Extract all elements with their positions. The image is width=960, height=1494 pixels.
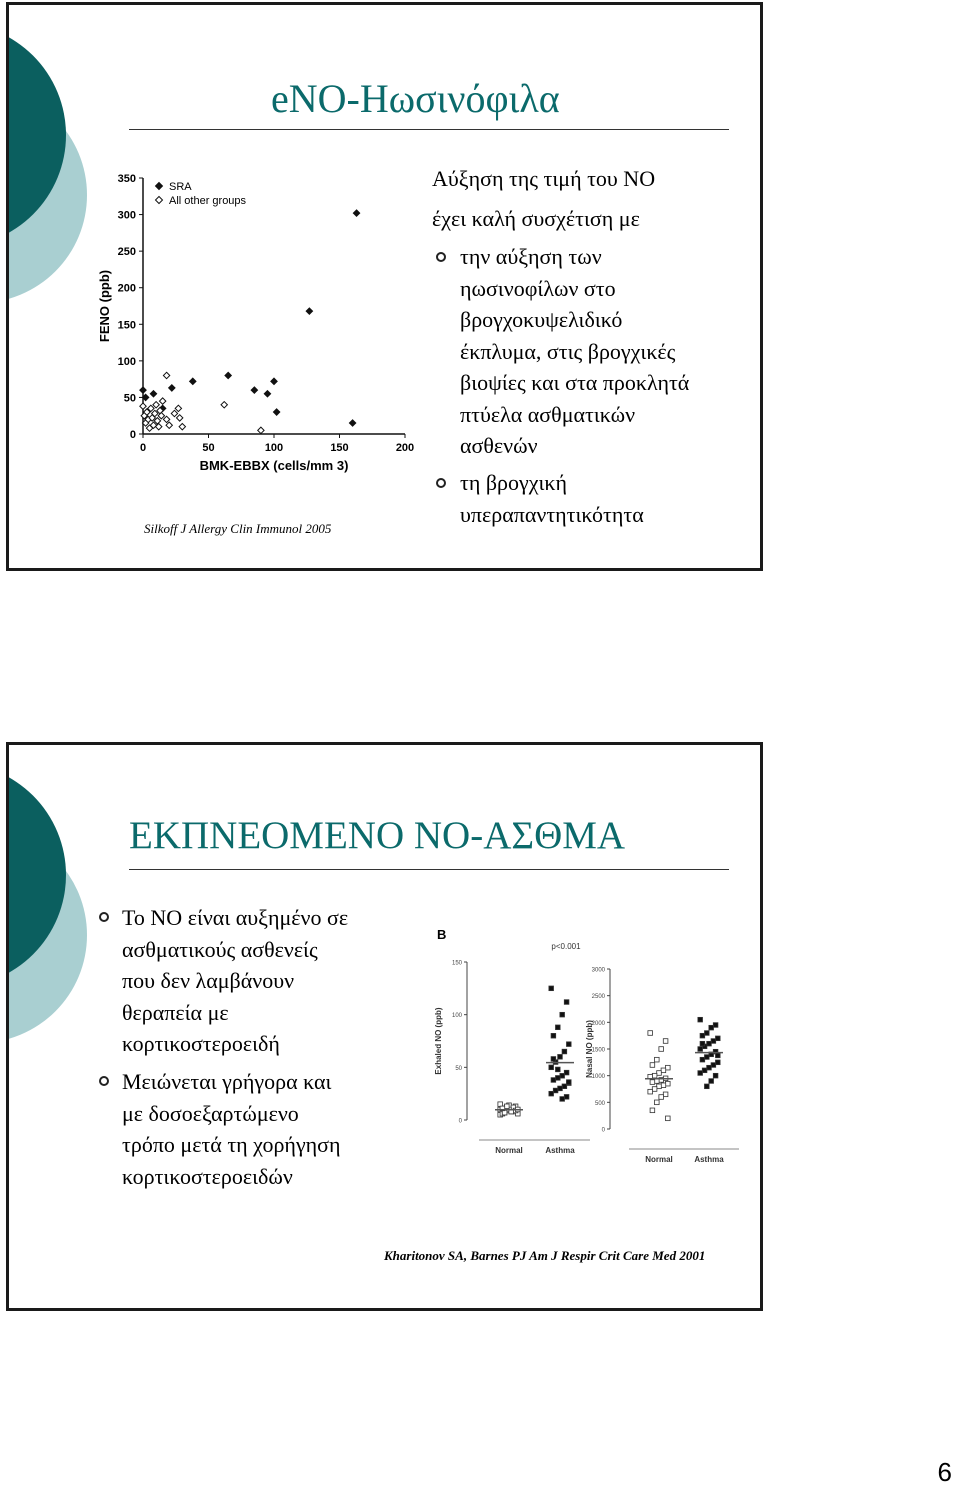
y-tick-label: 0 — [601, 1127, 605, 1134]
slide-1 — [6, 2, 763, 571]
y-axis-label: Nasal NO (ppb) — [585, 1020, 594, 1078]
point-sra — [306, 308, 312, 314]
x-tick-label: 0 — [139, 442, 147, 454]
y-tick-label: 250 — [117, 246, 136, 259]
point-other — [176, 415, 182, 421]
data-point — [713, 1023, 718, 1028]
bullet-2-line: Μειώνεται γρήγορα και — [122, 1069, 332, 1094]
point-sra — [264, 391, 270, 397]
data-point — [560, 1097, 565, 1102]
data-point — [558, 1055, 563, 1060]
data-point — [663, 1039, 668, 1044]
data-point — [666, 1116, 671, 1121]
bullet-1-line: θεραπεία με — [122, 999, 229, 1025]
data-point — [716, 1053, 721, 1058]
title-rule — [129, 129, 729, 130]
bullet-1 — [122, 902, 348, 1060]
data-point — [707, 1065, 712, 1070]
y-tick-label: 100 — [117, 355, 136, 368]
bullet-2-line: με δοσοεξαρτώμενο — [122, 1100, 299, 1126]
panel-label: B — [437, 927, 447, 942]
data-point — [652, 1087, 657, 1092]
data-point — [551, 1057, 556, 1062]
legend-label: All other groups — [169, 195, 247, 207]
x-tick-label: 200 — [395, 442, 415, 454]
y-tick-label: 2000 — [591, 1020, 605, 1027]
data-point — [567, 1080, 572, 1085]
point-other — [258, 427, 264, 433]
point-sra — [225, 372, 231, 378]
category-label: Normal — [645, 1155, 673, 1164]
point-other — [163, 416, 169, 422]
intro-line-2: έχει καλή συσχέτιση με — [432, 206, 640, 231]
bullet-2-line: τη βρογχική — [460, 470, 568, 495]
bullet-1-line: έκπλυμα, στις βρογχικές — [460, 338, 676, 364]
bullet-1-line: την αύξηση των — [460, 244, 602, 269]
chart-feno-vs-eosinophils — [87, 160, 417, 485]
intro-line-1: Αύξηση της τιμή του NO — [432, 166, 656, 191]
y-tick-label: 100 — [451, 1013, 462, 1020]
p-value-annotation: p<0.001 — [551, 942, 581, 951]
bullet-1-line: πτύελα ασθματικών — [460, 401, 636, 427]
chart-exhaled-nasal-no — [427, 917, 747, 1177]
data-point — [648, 1031, 653, 1036]
data-point — [698, 1047, 703, 1052]
y-axis-label: FENO (ppb) — [97, 269, 112, 343]
bullet-2 — [460, 467, 644, 530]
y-tick-label: 50 — [123, 392, 136, 405]
data-point — [705, 1031, 710, 1036]
y-tick-label: 150 — [451, 960, 462, 967]
data-point — [705, 1084, 710, 1089]
y-tick-label: 0 — [458, 1118, 462, 1125]
point-sra — [353, 210, 359, 216]
x-axis-label: BMK-EBBX (cells/mm 3) — [199, 458, 349, 473]
citation-2: Kharitonov SA, Barnes PJ Am J Respir Crit Care Med 2001 — [384, 1248, 706, 1263]
data-point — [702, 1068, 707, 1073]
data-point — [700, 1033, 705, 1038]
point-other — [175, 405, 181, 411]
data-point — [661, 1083, 666, 1088]
page-number: 6 — [937, 1457, 952, 1487]
point-other — [171, 410, 177, 416]
legend-marker-sra — [156, 183, 163, 190]
data-point — [711, 1063, 716, 1068]
data-point — [560, 1012, 565, 1017]
data-point — [650, 1080, 655, 1085]
data-point — [655, 1057, 660, 1062]
point-sra — [190, 378, 196, 384]
y-tick-label: 200 — [117, 282, 136, 295]
data-point — [716, 1036, 721, 1041]
bullet-1 — [460, 241, 689, 462]
point-other — [159, 398, 165, 404]
point-other — [179, 423, 185, 429]
data-point — [549, 1065, 554, 1070]
legend-marker-other — [156, 197, 163, 204]
point-sra — [140, 387, 146, 393]
bullet-marker — [99, 1076, 109, 1086]
y-axis-label: Exhaled NO (ppb) — [434, 1007, 443, 1075]
data-point — [659, 1095, 664, 1100]
data-point — [567, 1042, 572, 1047]
legend-label: SRA — [169, 181, 192, 193]
bullet-marker — [99, 912, 109, 922]
slide-1-title: eNO-Ηωσινόφιλα — [271, 76, 560, 121]
bullet-1-line: κορτικοστεροειδή — [122, 1031, 280, 1056]
data-point — [709, 1025, 714, 1030]
point-sra — [349, 420, 355, 426]
data-point — [564, 1000, 569, 1005]
bullet-1-line: ηωσινοφίλων στο — [460, 275, 616, 301]
point-other — [163, 372, 169, 378]
data-point — [553, 1088, 558, 1093]
data-point — [657, 1071, 662, 1076]
data-point — [556, 1076, 561, 1081]
data-point — [709, 1079, 714, 1084]
data-point — [698, 1071, 703, 1076]
data-point — [551, 1033, 556, 1038]
data-point — [698, 1017, 703, 1022]
data-point — [700, 1041, 705, 1046]
point-other — [221, 402, 227, 408]
x-tick-label: 100 — [264, 442, 284, 454]
point-sra — [271, 378, 277, 384]
y-tick-label: 2500 — [591, 994, 605, 1001]
slide-1-decoration — [9, 5, 99, 305]
point-sra — [169, 385, 175, 391]
point-sra — [150, 391, 156, 397]
bullet-2-line: κορτικοστεροειδών — [122, 1163, 293, 1189]
y-tick-label: 3000 — [591, 967, 605, 974]
category-label: Asthma — [545, 1146, 575, 1155]
data-point — [655, 1100, 660, 1105]
data-point — [549, 986, 554, 991]
data-point — [713, 1073, 718, 1078]
y-tick-label: 50 — [455, 1065, 462, 1072]
data-point — [556, 1067, 561, 1072]
data-point — [650, 1108, 655, 1113]
point-other — [140, 403, 146, 409]
bullet-marker — [436, 252, 446, 262]
data-point — [707, 1041, 712, 1046]
category-label: Asthma — [694, 1155, 724, 1164]
data-point — [659, 1047, 664, 1052]
y-tick-label: 1000 — [591, 1074, 605, 1081]
title-rule — [129, 869, 729, 870]
data-point — [716, 1060, 721, 1065]
point-sra — [251, 387, 257, 393]
data-point — [711, 1039, 716, 1044]
y-tick-label: 0 — [129, 429, 136, 441]
slide-2-title: ΕΚΠΝΕΟΜΕΝΟ NO-ΑΣΘΜΑ — [129, 814, 626, 857]
data-point — [657, 1084, 662, 1089]
data-point — [564, 1095, 569, 1100]
data-point — [562, 1084, 567, 1089]
x-tick-label: 50 — [202, 442, 215, 454]
point-other — [153, 402, 159, 408]
y-tick-label: 150 — [117, 319, 136, 332]
x-tick-label: 150 — [330, 442, 349, 454]
y-tick-label: 300 — [117, 209, 136, 222]
bullet-marker — [436, 478, 446, 488]
data-point — [648, 1089, 653, 1094]
bullet-1-line: βρογχοκυψελιδικό — [460, 307, 623, 332]
data-point — [705, 1055, 710, 1060]
data-point — [562, 1049, 567, 1054]
point-other — [166, 422, 172, 428]
data-point — [551, 1078, 556, 1083]
data-point — [549, 1091, 554, 1096]
bullet-2-line: τρόπο μετά τη χορήγηση — [122, 1132, 341, 1157]
category-label: Normal — [495, 1146, 523, 1155]
bullet-1-line: ασθενών — [460, 433, 538, 458]
data-point — [700, 1057, 705, 1062]
data-point — [505, 1104, 510, 1109]
bullet-2-line: υπεραπαντητικότητα — [460, 501, 644, 527]
bullet-2 — [122, 1066, 341, 1192]
bullet-1-line: βιοψίες και στα προκλητά — [460, 370, 690, 395]
slide-2-decoration — [9, 745, 99, 1045]
y-tick-label: 1500 — [591, 1047, 605, 1054]
data-point — [558, 1086, 563, 1091]
y-tick-label: 350 — [117, 173, 136, 185]
citation-1: Silkoff J Allergy Clin Immunol 2005 — [144, 521, 332, 536]
data-point — [564, 1070, 569, 1075]
data-point — [663, 1092, 668, 1097]
y-tick-label: 500 — [594, 1100, 605, 1107]
data-point — [661, 1068, 666, 1073]
data-point — [666, 1065, 671, 1070]
data-point — [556, 1025, 561, 1030]
point-sra — [273, 409, 279, 415]
slide-2 — [6, 742, 763, 1311]
data-point — [666, 1081, 671, 1086]
data-point — [652, 1073, 657, 1078]
bullet-1-line: Το NO είναι αυξημένο σε — [122, 905, 349, 930]
data-point — [650, 1063, 655, 1068]
bullet-1-line: που δεν λαμβάνουν — [122, 968, 295, 993]
bullet-1-line: ασθματικούς ασθενείς — [122, 936, 318, 962]
data-point — [560, 1073, 565, 1078]
